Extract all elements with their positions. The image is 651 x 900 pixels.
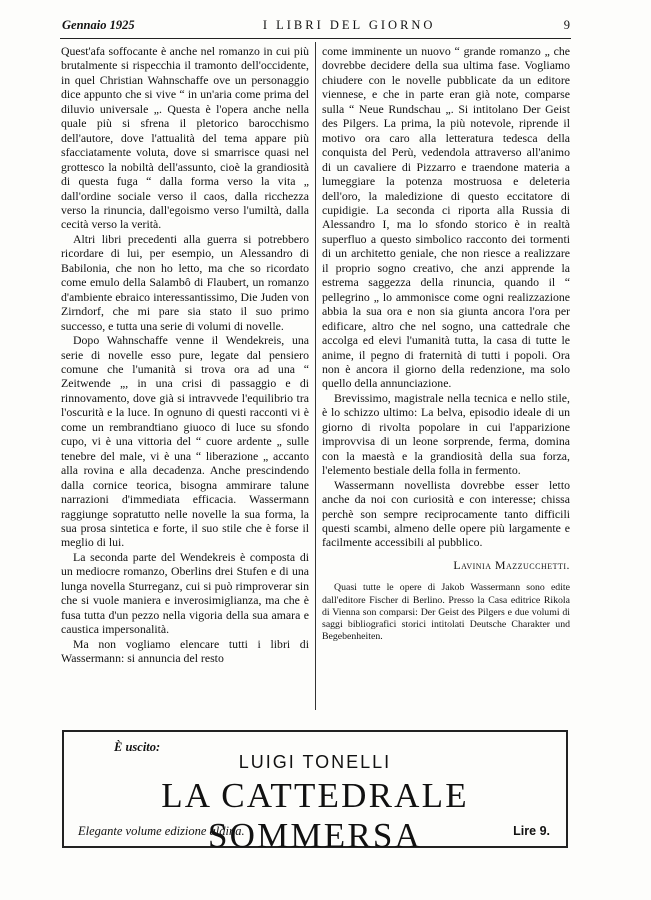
ad-book-title: LA CATTEDRALE SOMMERSA	[161, 776, 469, 855]
author-signature: Lavinia Mazzucchetti.	[453, 557, 570, 572]
article-paragraph: Brevissimo, magistrale nella tecnica e nello stile, è lo schizzo ultimo: La belva, episodio ideale di un giorno di rivolta popolare in cui l'apparizione improvvisa di un leone sorprende, ferma, domina con la maestà e la grandiosità della sua forza, l'elemento bestiale della folla in fermento.	[322, 390, 570, 478]
ad-announcement: È uscito:	[114, 740, 161, 754]
article-paragraph: Wassermann novellista dovrebbe esser letto anche da noi con curiosità e con interesse; chissa perchè son sempre reciprocamente tanto difficili questi scambi, almeno delle opere più largamente e facilmente accessibili al pubblico.	[322, 477, 570, 550]
article-paragraph: Dopo Wahnschaffe venne il Wendekreis, una serie di novelle esso pure, legate dal pensiero comune che l'umanità si trova ora ad una “ Zeitwende „, in una crisi di passaggio e di rinnovamento, dove già si intravvede l'equilibrio tra l'oscurità e la luce. In ognuno di questi racconti vi è come un rembrandtiano giuoco di luce su sfondo cupo, vi è una vittoria del “ cuore ardente „ sulle tenebre del male, vi è una “ liberazione „ accanto alla rovina e alla decadenza. Anche prescindendo dalla cornice teorica, bisogna ammirare talune narrazioni d'immediata efficacia. Wassermann raggiunge sopratutto nelle novelle la sua forma, la sua prosa sintetica e forte, il suo stile che è forse il meglio di lui.	[61, 333, 309, 550]
page-number: 9	[563, 18, 570, 32]
ad-author: LUIGI TONELLI	[238, 752, 392, 772]
article-paragraph: Altri libri precedenti alla guerra si potrebbero ricordare di lui, per esempio, un Alessandro di Babilonia, che non ho letto, ma che so ricordato come emulo della Salambô di Flaubert, un romanzo d'ambiente ebraico interessantissimo, Die Juden von Zirndorf, che mi pare sia stato il suo primo successo, e tutta una serie di volumi di novelle.	[61, 231, 309, 333]
ad-price: Lire 9.	[513, 824, 550, 838]
column-divider	[315, 42, 316, 710]
article-paragraph: Quest'afa soffocante è anche nel romanzo in cui più brutalmente si rispecchia il tramonto dell'occidente, in quel Christian Wahnschaffe ove un personaggio dice appunto che si vive “ in un'aria come prima del diluvio universale „. Questa è l'opera anche nella quale più si sfrena il pletorico barocchismo dell'autore, dove l'attualità del tema appare più sfacciatamente voluta, dove si smarrisce quasi nel grottesco la nobiltà dell'assunto, cioè la grandiosità di questa fuga “ dalla forma verso la vita „ dall'ordine sociale verso il caos, dalla ricchezza verso la rinuncia, dall'egoismo verso l'umiltà, dalla cecità verso la verità.	[61, 44, 309, 232]
footnote: Quasi tutte le opere di Jakob Wassermann sono edite dall'editore Fischer di Berlino. Presso la Casa editrice Rikola di Vienna son comparsi: Der Geist des Pilgers e due volumi di saggi bibliografici storici intitolati Deutsche Charakter und Begebenheiten.	[322, 582, 570, 643]
article-paragraph: come imminente un nuovo “ grande romanzo „ che dovrebbe decidere della sua ultima fase. Vogliamo chiudere con le novelle pubblicate da un editore viennese, e che in parte eran già note, comparse sulla “ Neue Rundschau „. Si intitolano Der Geist des Pilgers. La prima, la più notevole, riprende il motivo ora caro alla letteratura tedesca della conquista del Perù, vedendola attraverso all'animo di un cavaliere di Pizzarro e traendone materia a lumeggiare la potenza mostruosa e deleteria dell'oro, la maledizione di questo eccitatore di cupidigie. La seconda ci riporta alla Russia di Alessandro I, ma lo sfondo storico è in realtà superfluo a questo simbolico racconto dei tormenti di un architetto geniale, che non riesce a realizzare il proprio sogno creativo, che anzi apprende la estrema saggezza della rinuncia, quando il “ pellegrino „ lo ammonisce come ogni realizzazione abbia la sua ora e non sia giunta ancora l'ora per edificare, altro che nel sogno, una cattedrale che accolga ed elevi l'umanità tutta, la casa di tutte le anime, il pegno di fraternità di tutti i popoli. Ora non è ancora il giorno della redenzione, ma solo quello della annunciazione.	[322, 44, 570, 391]
header-rule	[60, 38, 571, 39]
journal-title: I LIBRI DEL GIORNO	[262, 18, 436, 32]
running-head	[62, 18, 570, 38]
article-paragraph: La seconda parte del Wendekreis è composta di un mediocre romanzo, Oberlins drei Stufen e di una lunga novella Sturreganz, cui si può rimproverar sin che si vuole maniera e inverosimiglianza, ma che è fusa tutta d'un pezzo nella vigoria della sua amara e caustica impersonalità.	[61, 549, 309, 637]
issue-date: Gennaio 1925	[62, 18, 135, 32]
article-column-left	[61, 44, 309, 665]
article-paragraph: Ma non vogliamo elencare tutti i libri di Wassermann: si annuncia del resto	[61, 636, 309, 666]
book-advertisement	[62, 730, 568, 855]
ad-edition: Elegante volume edizione aldina.	[78, 824, 245, 838]
article-column-right	[322, 44, 570, 643]
